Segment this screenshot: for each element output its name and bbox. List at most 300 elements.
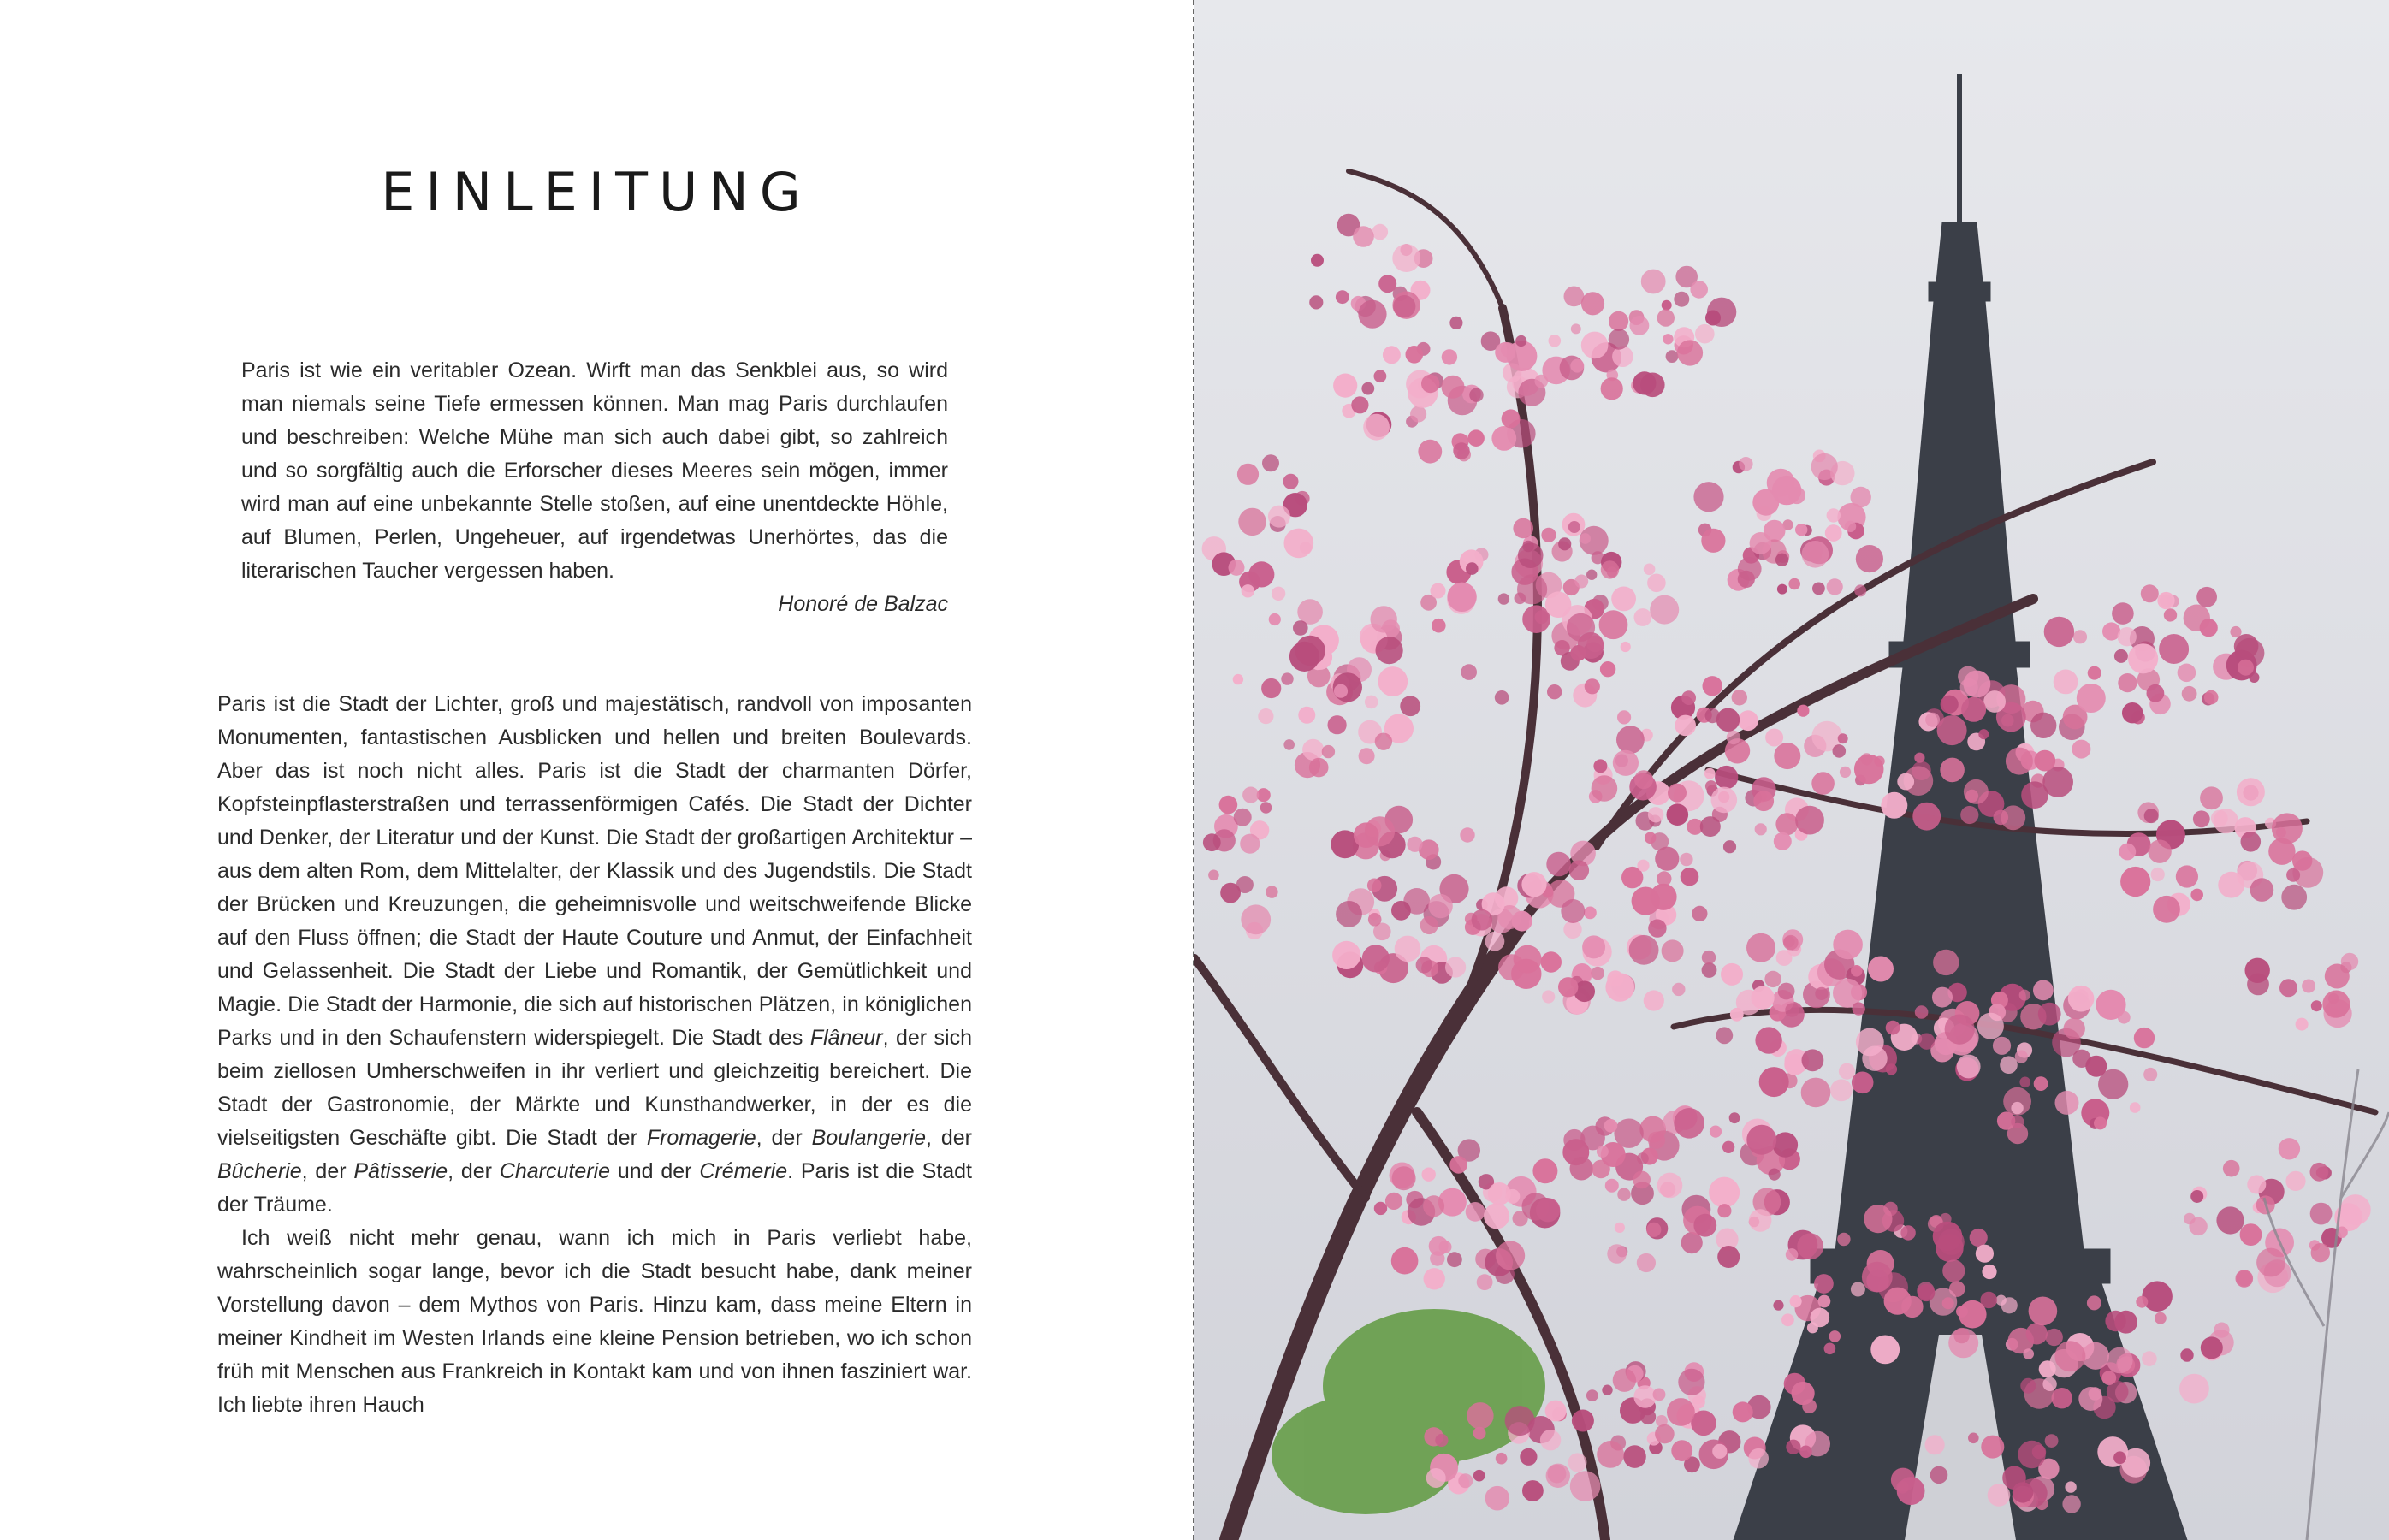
blossom bbox=[2121, 1448, 2150, 1478]
blossom bbox=[1617, 710, 1631, 724]
blossom bbox=[2142, 1351, 2157, 1366]
blossom bbox=[1385, 1193, 1402, 1210]
blossom bbox=[1759, 1067, 1789, 1097]
blossom bbox=[1241, 904, 1271, 934]
blossom bbox=[1571, 323, 1581, 334]
blossom bbox=[1977, 1013, 2004, 1040]
blossom bbox=[1785, 1003, 1799, 1016]
blossom bbox=[1717, 1246, 1740, 1268]
blossom bbox=[1653, 1389, 1666, 1401]
blossom bbox=[1391, 901, 1411, 921]
left-page bbox=[0, 0, 1193, 1540]
blossom bbox=[1702, 951, 1716, 964]
blossom bbox=[2190, 889, 2203, 902]
text-run: Paris ist die Stadt der Lichter, groß und majestätisch, randvoll von imposanten Monumenten, fantastischen Ausblicken und hellen und breiten Boulevards. Aber das ist noch nicht alles. Paris ist die Stadt der charmanten Dörfer, Kopfsteinpflasterstraßen und terrassenförmigen Cafés. Die Stadt der Dichter und Denker, der Literatur und der Kunst. Die Stadt der großartigen Architektur – aus dem alten Rom, dem Mittelalter, der Klassik und des Jugendstils. Die Stadt der Brücken und Kreuzungen, die geheimnisvolle und weitschweifende Blicke auf den Fluss öffnen; die Stadt der Haute Couture und Anmut, der Einfachheit und Gelassenheit. Die Stadt der Liebe und Romantik, der Gemütlichkeit und Magie. Die Stadt der Harmonie, die sich auf historischen Plätzen, in königlichen Parks und in den Schaufenstern widerspiegelt. Die Stadt des bbox=[217, 692, 972, 1050]
blossom bbox=[1392, 244, 1420, 272]
blossom bbox=[2045, 1434, 2059, 1448]
blossom bbox=[1723, 840, 1736, 853]
blossom bbox=[2296, 1018, 2309, 1031]
blossom bbox=[1976, 1245, 1994, 1263]
blossom bbox=[1496, 1241, 1525, 1270]
blossom bbox=[1546, 1464, 1570, 1488]
blossom bbox=[1268, 506, 1290, 528]
blossom bbox=[1602, 1385, 1612, 1395]
italic-term: Fromagerie bbox=[646, 1126, 756, 1150]
blossom bbox=[2046, 1329, 2063, 1346]
blossom bbox=[1700, 816, 1721, 837]
blossom bbox=[1269, 613, 1281, 625]
blossom bbox=[2218, 872, 2244, 898]
blossom bbox=[1505, 1189, 1520, 1204]
blossom bbox=[1827, 578, 1843, 595]
blossom bbox=[1431, 583, 1446, 599]
blossom bbox=[1601, 377, 1623, 400]
blossom bbox=[1681, 1232, 1703, 1253]
blossom bbox=[1597, 1441, 1624, 1468]
blossom bbox=[1515, 335, 1526, 346]
blossom bbox=[1374, 370, 1387, 382]
blossom bbox=[1772, 476, 1801, 505]
blossom bbox=[1886, 1021, 1900, 1035]
blossom bbox=[2062, 1495, 2080, 1513]
blossom bbox=[2054, 670, 2078, 695]
blossom bbox=[1824, 1343, 1836, 1355]
blossom bbox=[1616, 726, 1645, 754]
blossom bbox=[1815, 987, 1828, 1000]
blossom bbox=[1634, 770, 1653, 789]
blossom bbox=[1746, 933, 1775, 962]
blossom bbox=[1362, 945, 1390, 972]
blossom bbox=[1621, 642, 1631, 652]
blossom bbox=[1854, 584, 1866, 596]
blossom bbox=[1840, 767, 1851, 778]
blossom bbox=[1856, 1028, 1884, 1057]
blossom bbox=[1558, 537, 1571, 550]
blossom bbox=[1671, 1440, 1692, 1461]
blossom bbox=[1367, 879, 1382, 893]
blossom bbox=[1623, 1445, 1646, 1468]
blossom bbox=[1570, 359, 1584, 373]
blossom bbox=[1988, 1484, 2011, 1507]
blossom bbox=[2241, 832, 2262, 852]
blossom bbox=[1522, 1480, 1544, 1502]
blossom bbox=[2155, 1312, 2167, 1324]
blossom bbox=[1647, 574, 1666, 593]
blossom bbox=[1283, 739, 1295, 750]
blossom bbox=[1701, 529, 1725, 553]
blossom bbox=[1372, 224, 1389, 240]
blossom bbox=[1712, 1444, 1727, 1459]
blossom bbox=[1498, 593, 1509, 604]
blossom bbox=[1692, 906, 1707, 921]
blossom bbox=[2107, 1348, 2133, 1374]
blossom bbox=[2029, 1297, 2058, 1326]
blossom bbox=[1336, 901, 1362, 927]
blossom bbox=[2178, 664, 2196, 683]
blossom bbox=[1773, 1132, 1798, 1157]
blossom bbox=[1691, 1411, 1716, 1436]
blossom bbox=[1732, 690, 1747, 705]
blossom bbox=[1644, 564, 1656, 576]
blossom bbox=[1630, 316, 1650, 335]
blossom bbox=[2151, 868, 2165, 881]
blossom bbox=[1609, 311, 1628, 331]
blossom bbox=[1233, 674, 1243, 684]
blossom bbox=[1473, 1470, 1485, 1482]
blossom bbox=[1477, 1274, 1493, 1290]
blossom bbox=[1940, 758, 1965, 783]
blossom bbox=[1418, 440, 1442, 464]
blossom bbox=[2157, 592, 2174, 609]
blossom bbox=[1607, 1244, 1627, 1264]
italic-term: Charcuterie bbox=[499, 1159, 611, 1183]
blossom bbox=[1592, 1160, 1610, 1179]
blossom bbox=[1746, 1125, 1776, 1155]
blossom bbox=[1764, 971, 1781, 987]
blossom bbox=[1774, 743, 1800, 769]
blossom bbox=[2068, 986, 2095, 1012]
blossom bbox=[2018, 1441, 2045, 1468]
blossom bbox=[1298, 707, 1315, 724]
blossom bbox=[1541, 951, 1562, 972]
blossom bbox=[2082, 1342, 2109, 1370]
body-text bbox=[217, 688, 972, 1422]
blossom bbox=[1870, 1336, 1900, 1365]
blossom bbox=[1717, 1204, 1731, 1217]
blossom bbox=[1715, 766, 1738, 789]
blossom bbox=[2164, 608, 2177, 621]
blossom bbox=[1424, 1268, 1445, 1289]
blossom bbox=[1491, 426, 1516, 451]
blossom bbox=[1704, 768, 1716, 779]
blossom bbox=[1738, 571, 1755, 588]
blossom bbox=[2094, 1116, 2107, 1129]
blossom bbox=[1407, 837, 1422, 852]
blossom bbox=[1613, 750, 1639, 776]
blossom bbox=[1814, 1274, 1834, 1294]
blossom bbox=[1570, 1157, 1593, 1180]
blossom bbox=[1672, 983, 1685, 996]
blossom bbox=[1495, 690, 1509, 705]
right-page bbox=[1194, 0, 2389, 1540]
blossom bbox=[2179, 1374, 2209, 1404]
blossom bbox=[2089, 1387, 2102, 1401]
blossom bbox=[1392, 1166, 1416, 1190]
blossom bbox=[1811, 772, 1835, 795]
blossom bbox=[1383, 346, 1401, 364]
blossom bbox=[1657, 871, 1671, 886]
blossom bbox=[1569, 860, 1590, 880]
blossom bbox=[2214, 1323, 2229, 1338]
blossom bbox=[1925, 713, 1940, 727]
blossom bbox=[1601, 560, 1619, 578]
blossom bbox=[1375, 733, 1392, 750]
blossom bbox=[1637, 1152, 1649, 1164]
blossom bbox=[1467, 1402, 1493, 1429]
blossom bbox=[1773, 1300, 1783, 1311]
blossom bbox=[1845, 521, 1856, 532]
blossom bbox=[2200, 786, 2223, 809]
blossom bbox=[1322, 745, 1335, 758]
blossom bbox=[1961, 697, 1986, 722]
blossom bbox=[1422, 1168, 1436, 1182]
blossom bbox=[1262, 454, 1279, 471]
blossom bbox=[1716, 1027, 1733, 1044]
blossom bbox=[1615, 1223, 1625, 1233]
blossom bbox=[1750, 532, 1772, 554]
blossom bbox=[1432, 619, 1446, 633]
blossom bbox=[1532, 1158, 1557, 1183]
blossom bbox=[1570, 1471, 1601, 1502]
blossom bbox=[1311, 254, 1324, 267]
blossom bbox=[2072, 740, 2090, 759]
blossom bbox=[1605, 1179, 1619, 1193]
blossom bbox=[2279, 1138, 2300, 1159]
blossom bbox=[1897, 1477, 1925, 1505]
blossom bbox=[1752, 986, 1775, 1010]
blossom bbox=[2001, 805, 2025, 830]
blossom bbox=[1564, 287, 1585, 307]
blossom bbox=[2006, 748, 2033, 775]
blossom bbox=[2256, 1248, 2285, 1277]
blossom bbox=[1829, 1330, 1841, 1342]
blossom bbox=[1248, 561, 1274, 587]
blossom bbox=[1957, 1055, 1981, 1079]
blossom bbox=[1581, 332, 1609, 359]
blossom bbox=[1584, 907, 1597, 920]
blossom bbox=[1609, 329, 1629, 349]
blossom bbox=[1582, 935, 1605, 958]
blossom bbox=[1632, 887, 1660, 915]
blossom bbox=[1219, 796, 1238, 814]
blossom bbox=[1797, 1233, 1823, 1259]
blossom bbox=[1410, 406, 1426, 422]
blossom bbox=[1400, 696, 1420, 716]
blossom bbox=[1827, 508, 1841, 522]
blossom bbox=[1874, 756, 1884, 767]
blossom bbox=[2020, 1378, 2036, 1394]
blossom bbox=[2130, 1102, 2141, 1113]
blossom bbox=[1514, 945, 1542, 974]
blossom bbox=[1634, 608, 1652, 626]
blossom bbox=[2026, 1323, 2048, 1344]
blossom bbox=[1365, 696, 1378, 709]
blossom bbox=[1837, 1233, 1850, 1246]
blossom bbox=[1586, 1389, 1598, 1401]
blossom bbox=[1851, 1282, 1865, 1297]
blossom bbox=[1572, 1410, 1594, 1432]
blossom bbox=[1668, 784, 1687, 803]
blossom bbox=[1378, 666, 1408, 696]
blossom bbox=[1535, 375, 1549, 388]
blossom bbox=[1284, 529, 1314, 559]
blossom bbox=[1983, 690, 2006, 713]
blossom bbox=[1453, 442, 1469, 459]
blossom bbox=[1395, 936, 1421, 962]
text-run: , der bbox=[926, 1126, 972, 1150]
blossom bbox=[1729, 1112, 1740, 1123]
blossom bbox=[2237, 778, 2265, 806]
blossom bbox=[1914, 753, 1924, 763]
blossom bbox=[2223, 1160, 2240, 1177]
blossom bbox=[1775, 813, 1798, 835]
blossom bbox=[1795, 524, 1807, 536]
blossom bbox=[1677, 340, 1703, 365]
blossom bbox=[1353, 226, 1374, 247]
blossom bbox=[2143, 1068, 2157, 1081]
blossom bbox=[1599, 610, 1628, 639]
blossom bbox=[1423, 1195, 1444, 1217]
blossom bbox=[1755, 823, 1767, 835]
blossom bbox=[1229, 560, 1245, 576]
blossom bbox=[1374, 1202, 1387, 1215]
blossom bbox=[1912, 803, 1941, 831]
blossom bbox=[1549, 335, 1562, 347]
blossom bbox=[1981, 1436, 2004, 1459]
blossom bbox=[1600, 661, 1615, 677]
blossom bbox=[1964, 671, 1991, 698]
blossom bbox=[1790, 1295, 1802, 1307]
blossom bbox=[1376, 637, 1403, 664]
blossom bbox=[1435, 1434, 1448, 1447]
blossom bbox=[2182, 686, 2197, 702]
blossom bbox=[2250, 878, 2274, 902]
blossom bbox=[2023, 1348, 2034, 1359]
blossom bbox=[2120, 867, 2150, 897]
blossom bbox=[1580, 533, 1591, 544]
blossom bbox=[1633, 1385, 1656, 1407]
blossom bbox=[1617, 1188, 1630, 1201]
blossom bbox=[2105, 1311, 2125, 1331]
blossom bbox=[2285, 1171, 2305, 1191]
blossom bbox=[1334, 684, 1348, 698]
blossom bbox=[2190, 1190, 2203, 1203]
blossom bbox=[2136, 1296, 2148, 1308]
blossom bbox=[1797, 705, 1809, 717]
blossom bbox=[1675, 715, 1696, 737]
blossom bbox=[1332, 941, 1360, 969]
blossom bbox=[2065, 1481, 2076, 1492]
italic-term: Pâtisserie bbox=[353, 1159, 448, 1183]
blossom bbox=[2247, 1175, 2266, 1194]
blossom bbox=[1722, 1141, 1734, 1153]
blossom bbox=[1484, 1203, 1509, 1229]
blossom bbox=[2038, 1003, 2061, 1026]
blossom bbox=[1513, 518, 1533, 539]
italic-term: Flâneur bbox=[809, 1026, 883, 1050]
blossom bbox=[1461, 664, 1477, 680]
blossom bbox=[1485, 932, 1505, 951]
blossom bbox=[1333, 374, 1357, 398]
blossom bbox=[1568, 1453, 1587, 1472]
blossom bbox=[1242, 584, 1254, 597]
blossom bbox=[2281, 885, 2307, 910]
blossom bbox=[1541, 528, 1556, 542]
blossom bbox=[1547, 684, 1562, 699]
blossom bbox=[1309, 295, 1323, 309]
blossom bbox=[1680, 853, 1692, 866]
blossom bbox=[2311, 1000, 2322, 1011]
blossom bbox=[2055, 1091, 2079, 1115]
blossom bbox=[1811, 1308, 1830, 1328]
blossom bbox=[2077, 684, 2106, 713]
blossom bbox=[1786, 1248, 1799, 1261]
blossom bbox=[1421, 375, 1439, 393]
blossom bbox=[1942, 1297, 1954, 1309]
blossom bbox=[1648, 1132, 1665, 1149]
blossom bbox=[1449, 317, 1462, 329]
blossom bbox=[1918, 1034, 1935, 1050]
blossom bbox=[2214, 808, 2238, 833]
blossom bbox=[1586, 570, 1597, 580]
blossom bbox=[1663, 334, 1673, 344]
blossom bbox=[1710, 1126, 1722, 1138]
blossom bbox=[1681, 690, 1696, 705]
blossom bbox=[2118, 673, 2137, 692]
blossom bbox=[1662, 300, 1672, 311]
blossom bbox=[2240, 1223, 2262, 1246]
blossom bbox=[2292, 850, 2312, 870]
blossom bbox=[1640, 1409, 1656, 1424]
blossom bbox=[1825, 524, 1842, 542]
blossom bbox=[1853, 1002, 1865, 1015]
blossom bbox=[1933, 1222, 1963, 1252]
blossom bbox=[2237, 1270, 2252, 1286]
blossom bbox=[1521, 872, 1546, 897]
blossom bbox=[1416, 957, 1432, 973]
blossom bbox=[1838, 733, 1848, 743]
blossom bbox=[1592, 775, 1618, 802]
blossom bbox=[1328, 715, 1347, 734]
blossom bbox=[1302, 739, 1324, 761]
blossom bbox=[1540, 1430, 1561, 1450]
blossom bbox=[2101, 1371, 2116, 1385]
blossom bbox=[2141, 584, 2159, 602]
blossom bbox=[1781, 1313, 1794, 1326]
blossom bbox=[1918, 1284, 1935, 1301]
blossom bbox=[1655, 847, 1679, 871]
blossom bbox=[2015, 1051, 2028, 1063]
blossom bbox=[2144, 808, 2159, 823]
blossom bbox=[1941, 696, 1959, 714]
blossom bbox=[1755, 1027, 1781, 1053]
blossom bbox=[1236, 876, 1254, 893]
blossom bbox=[2180, 1348, 2193, 1361]
epigraph-text: Paris ist wie ein veritabler Ozean. Wirft man das Senkblei aus, so wird man niemals seine Tiefe ermessen können. Man mag Paris durchlaufen und beschreiben: Welche Mühe man sich auch dabei gibt, so zahlreich und so sorgfältig auch die Erforscher dieses Meeres sein mögen, immer wird man auf eine unbekannte Stelle stoßen, auf eine unentdeckte Höhle, auf Blumen, Perlen, Ungeheuer, auf irgendetwas Unerhörtes, das die literarischen Taucher vergessen haben. bbox=[241, 358, 948, 583]
italic-term: Boulangerie bbox=[811, 1126, 926, 1150]
blossom bbox=[1648, 919, 1666, 937]
blossom bbox=[2113, 1451, 2126, 1464]
blossom bbox=[1358, 300, 1386, 329]
blossom bbox=[1851, 487, 1871, 507]
blossom bbox=[1678, 1369, 1704, 1395]
blossom bbox=[1650, 595, 1679, 625]
blossom bbox=[1535, 610, 1549, 624]
blossom bbox=[1978, 729, 1989, 739]
blossom bbox=[1953, 1328, 1969, 1343]
blossom bbox=[1795, 806, 1824, 835]
blossom bbox=[1574, 575, 1588, 589]
blossom bbox=[1765, 729, 1783, 747]
blossom bbox=[1716, 708, 1740, 732]
blossom bbox=[1693, 482, 1723, 512]
chapter-title: EINLEITUNG bbox=[381, 161, 812, 223]
blossom bbox=[1830, 1079, 1853, 1101]
blossom bbox=[2311, 1243, 2330, 1262]
blossom bbox=[2193, 810, 2210, 827]
blossom bbox=[2148, 840, 2171, 863]
blossom bbox=[1581, 292, 1604, 315]
